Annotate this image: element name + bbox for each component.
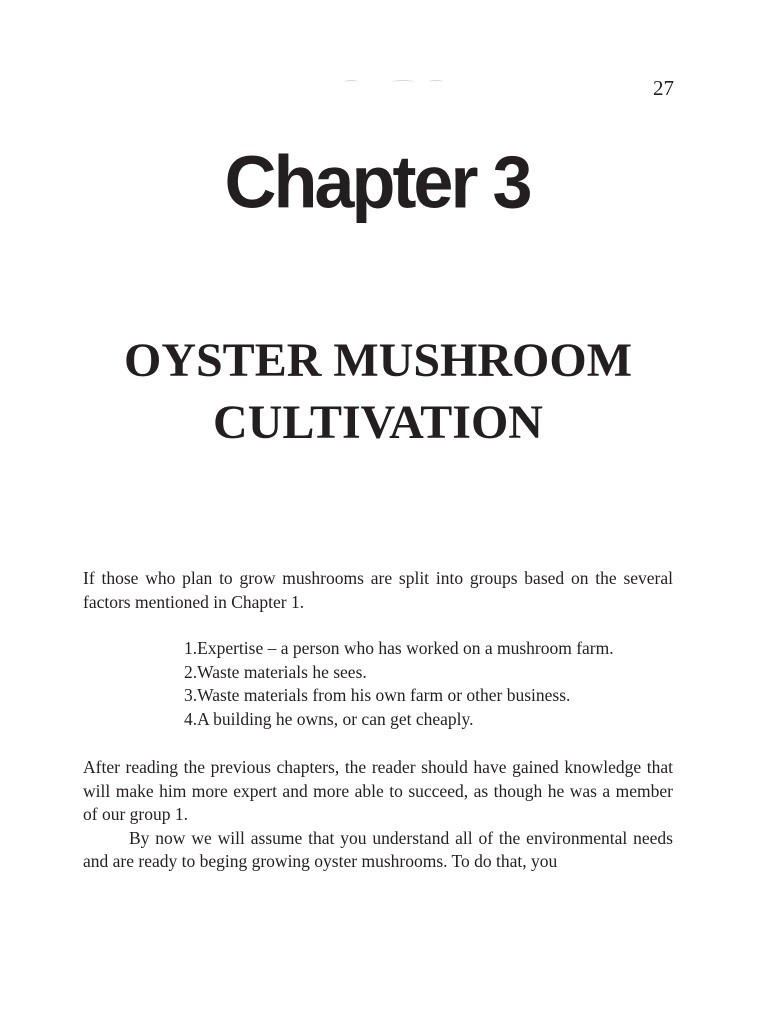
list-item: 2.Waste materials he sees. [184, 661, 367, 682]
faint-running-header [340, 78, 450, 88]
paragraph-after-list: After reading the previous chapters, the reader should have gained knowledge that will make him more expert and more able to succeed, as though he was a member of our group 1. [83, 757, 673, 824]
paragraph-continuing: By now we will assume that you understand all of the environmental needs and are ready to beging growing oyster mushrooms. To do that, you [83, 827, 673, 871]
chapter-title-line-2: CULTIVATION [213, 396, 543, 449]
body-paragraphs [83, 756, 673, 874]
list-item: 1.Expertise – a person who has worked on a mushroom farm. [184, 638, 614, 658]
factor-list [184, 637, 684, 731]
list-item: 3.Waste materials from his own farm or other business. [184, 685, 571, 705]
intro-paragraph [83, 567, 673, 614]
page-number: 27 [653, 76, 674, 100]
chapter-title [0, 330, 756, 454]
chapter-title-line-1: OYSTER MUSHROOM [123, 334, 633, 387]
list-item: 4.A building he owns, or can get cheaply. [184, 708, 474, 729]
chapter-heading: Chapter 3 [224, 141, 530, 225]
intro-text: If those who plan to grow mushrooms are split into groups based on the several factors mentioned in Chapter 1. [83, 568, 673, 612]
